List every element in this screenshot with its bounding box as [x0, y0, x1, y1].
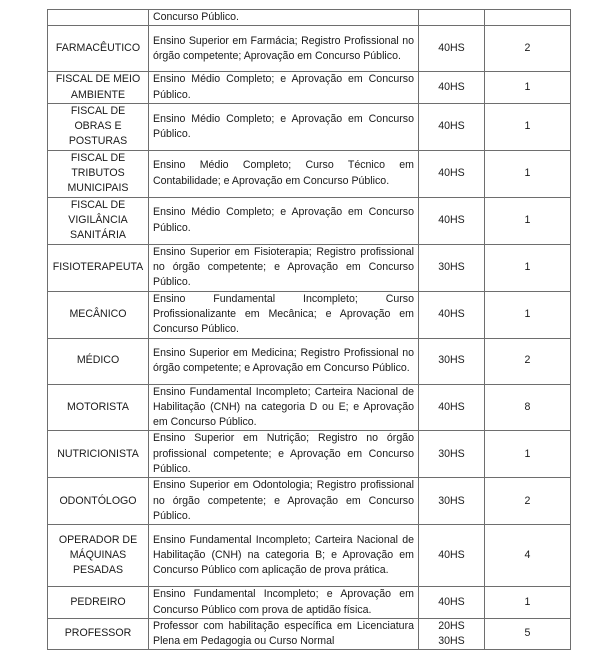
table-row [48, 478, 571, 525]
carga-horaria-cell [419, 244, 485, 291]
carga-horaria-cell [419, 197, 485, 244]
vagas-cell: 5 [485, 618, 571, 650]
requisitos-cell: Ensino Fundamental Incompleto; Carteira Nacional de Habilitação (CNH) na categoria B; e Aprovação em Concurso Público com aplicação de prova prática. [149, 525, 419, 587]
carga-horaria-cell [419, 72, 485, 104]
table-row [48, 291, 571, 338]
carga-horaria-cell [419, 618, 485, 650]
carga-horaria-cell [419, 338, 485, 384]
table-row [48, 431, 571, 478]
vagas-cell: 2 [485, 338, 571, 384]
requisitos-cell: Ensino Superior em Nutrição; Registro no órgão profissional competente; e Aprovação em Concurso Público. [149, 431, 419, 478]
requisitos-cell: Ensino Fundamental Incompleto; e Aprovação em Concurso Público com prova de aptidão física. [149, 587, 419, 619]
requisitos-cell: Concurso Público. [149, 10, 419, 26]
vagas-cell: 1 [485, 150, 571, 197]
cargo-cell: PROFESSOR [48, 618, 149, 650]
requisitos-cell: Ensino Superior em Farmácia; Registro Profissional no órgão competente; Aprovação em Concurso Público. [149, 26, 419, 72]
table-row [48, 26, 571, 72]
carga-horaria-value: 40HS [438, 120, 465, 133]
requisitos-cell: Ensino Superior em Fisioterapia; Registro profissional no órgão competente; e Aprovação em Concurso Público. [149, 244, 419, 291]
requisitos-cell: Ensino Superior em Medicina; Registro Profissional no órgão competente; e Aprovação em Concurso Público. [149, 338, 419, 384]
carga-horaria-cell [419, 525, 485, 587]
requisitos-cell: Ensino Superior em Odontologia; Registro profissional no órgão competente; e Aprovação em Concurso Público. [149, 478, 419, 525]
requisitos-cell: Ensino Médio Completo; e Aprovação em Concurso Público. [149, 197, 419, 244]
vagas-cell: 1 [485, 197, 571, 244]
table-row [48, 72, 571, 104]
cargo-cell: FISCAL DE MEIO AMBIENTE [48, 72, 149, 104]
cargo-cell: MECÂNICO [48, 291, 149, 338]
vagas-cell: 4 [485, 525, 571, 587]
positions-table [47, 9, 571, 650]
requisitos-cell: Professor com habilitação específica em Licenciatura Plena em Pedagogia ou Curso Normal [149, 618, 419, 650]
cargo-cell [48, 10, 149, 26]
carga-horaria-value: 40HS [438, 400, 465, 413]
carga-horaria-cell [419, 103, 485, 150]
table-row [48, 150, 571, 197]
table-row [48, 587, 571, 619]
carga-horaria-value: 40HS [438, 80, 465, 93]
vagas-cell: 2 [485, 478, 571, 525]
vagas-cell: 8 [485, 384, 571, 431]
carga-horaria-value: 40HS [438, 549, 465, 562]
requisitos-cell: Ensino Médio Completo; e Aprovação em Concurso Público. [149, 72, 419, 104]
carga-horaria-cell [419, 384, 485, 431]
carga-horaria-value: 40HS [438, 595, 465, 608]
requisitos-cell: Ensino Médio Completo; Curso Técnico em Contabilidade; e Aprovação em Concurso Público. [149, 150, 419, 197]
table-row [48, 525, 571, 587]
cargo-cell: ODONTÓLOGO [48, 478, 149, 525]
carga-horaria-value: 30HS [438, 354, 465, 367]
carga-horaria-value: 20HS [438, 619, 465, 632]
vagas-cell: 1 [485, 431, 571, 478]
carga-horaria-cell [419, 478, 485, 525]
requisitos-cell: Ensino Médio Completo; e Aprovação em Concurso Público. [149, 103, 419, 150]
positions-table-body [48, 10, 571, 650]
cargo-cell: MOTORISTA [48, 384, 149, 431]
vagas-cell [485, 10, 571, 26]
carga-horaria-value: 30HS [438, 447, 465, 460]
table-row [48, 244, 571, 291]
table-row [48, 384, 571, 431]
table-row [48, 197, 571, 244]
requisitos-cell: Ensino Fundamental Incompleto; Carteira Nacional de Habilitação (CNH) na categoria D ou E; e Aprovação em Concurso Público. [149, 384, 419, 431]
carga-horaria-cell [419, 10, 485, 26]
cargo-cell: PEDREIRO [48, 587, 149, 619]
carga-horaria-cell [419, 587, 485, 619]
cargo-cell: MÉDICO [48, 338, 149, 384]
cargo-cell: OPERADOR DE MÁQUINAS PESADAS [48, 525, 149, 587]
carga-horaria-value: 40HS [438, 167, 465, 180]
cargo-cell: FARMACÊUTICO [48, 26, 149, 72]
carga-horaria-cell [419, 431, 485, 478]
vagas-cell: 1 [485, 72, 571, 104]
vagas-cell: 1 [485, 587, 571, 619]
table-row [48, 103, 571, 150]
carga-horaria-value: 40HS [438, 307, 465, 320]
carga-horaria-cell [419, 26, 485, 72]
table-row [48, 10, 571, 26]
cargo-cell: FISIOTERAPEUTA [48, 244, 149, 291]
cargo-cell: NUTRICIONISTA [48, 431, 149, 478]
carga-horaria-value: 30HS [438, 494, 465, 507]
carga-horaria-value: 40HS [438, 214, 465, 227]
vagas-cell: 2 [485, 26, 571, 72]
table-row [48, 618, 571, 650]
cargo-cell: FISCAL DE TRIBUTOS MUNICIPAIS [48, 150, 149, 197]
carga-horaria-value: 40HS [438, 42, 465, 55]
vagas-cell: 1 [485, 103, 571, 150]
cargo-cell: FISCAL DE OBRAS E POSTURAS [48, 103, 149, 150]
carga-horaria-cell [419, 150, 485, 197]
cargo-cell: FISCAL DE VIGILÂNCIA SANITÁRIA [48, 197, 149, 244]
table-row [48, 338, 571, 384]
carga-horaria-cell [419, 291, 485, 338]
carga-horaria-value-alt: 30HS [438, 635, 465, 648]
carga-horaria-value: 30HS [438, 260, 465, 273]
vagas-cell: 1 [485, 291, 571, 338]
requisitos-cell: Ensino Fundamental Incompleto; Curso Profissionalizante em Mecânica; e Aprovação em Concurso Público. [149, 291, 419, 338]
vagas-cell: 1 [485, 244, 571, 291]
